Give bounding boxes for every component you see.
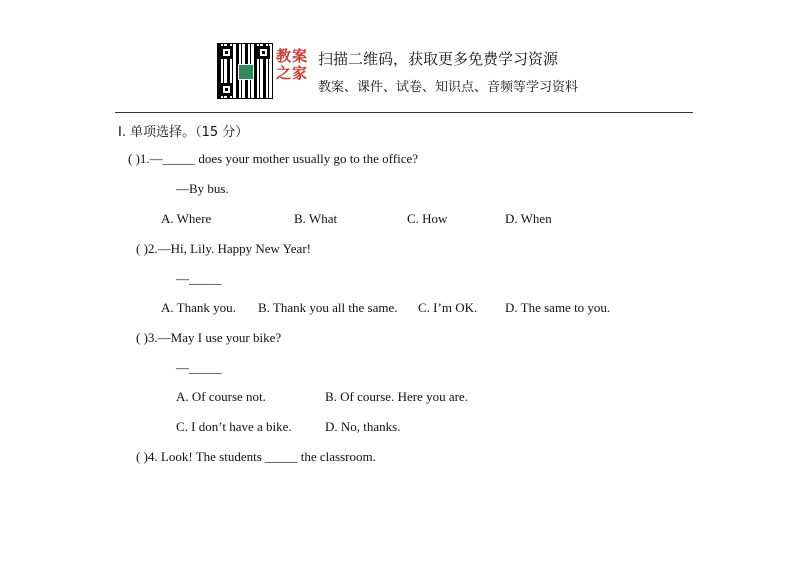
question-2-prompt: ( )2.—Hi, Lily. Happy New Year! [136,241,311,256]
header-promo-line2: 教案、课件、试卷、知识点、音频等学习资料 [318,80,579,95]
section-title: Ⅰ. 单项选择。（15 分） [118,125,249,140]
question-1-option-d: D. When [505,211,552,226]
qr-finder-mark [257,46,270,59]
site-logo-text: 教案之家 [276,47,309,82]
question-2-option-c: C. I’m OK. [418,300,478,315]
qr-finder-mark [220,83,233,96]
question-2-option-a: A. Thank you. [161,300,236,315]
question-3-reply: —_____ [176,360,222,375]
question-1-prompt: ( )1.—_____ does your mother usually go to the office? [128,151,419,166]
question-3-option-a: A. Of course not. [176,389,266,404]
question-1-reply: —By bus. [176,181,229,196]
header-promo-line1: 扫描二维码，获取更多免费学习资源 [318,50,559,68]
question-1-option-c: C. How [407,211,448,226]
question-2-option-b: B. Thank you all the same. [258,300,398,315]
qr-code-image [218,44,272,98]
question-1-option-b: B. What [294,211,338,226]
question-2-option-d: D. The same to you. [505,300,611,315]
question-2-reply: —_____ [176,271,222,286]
header-divider [115,112,693,113]
question-4-prompt: ( )4. Look! The students _____ the classroom. [136,449,376,464]
question-3-option-c: C. I don’t have a bike. [176,419,292,434]
question-3-option-d: D. No, thanks. [325,419,401,434]
question-3-prompt: ( )3.—May I use your bike? [136,330,282,345]
qr-center-logo [238,64,254,80]
question-3-option-b: B. Of course. Here you are. [325,389,468,404]
question-1-option-a: A. Where [161,211,212,226]
qr-finder-mark [220,46,233,59]
